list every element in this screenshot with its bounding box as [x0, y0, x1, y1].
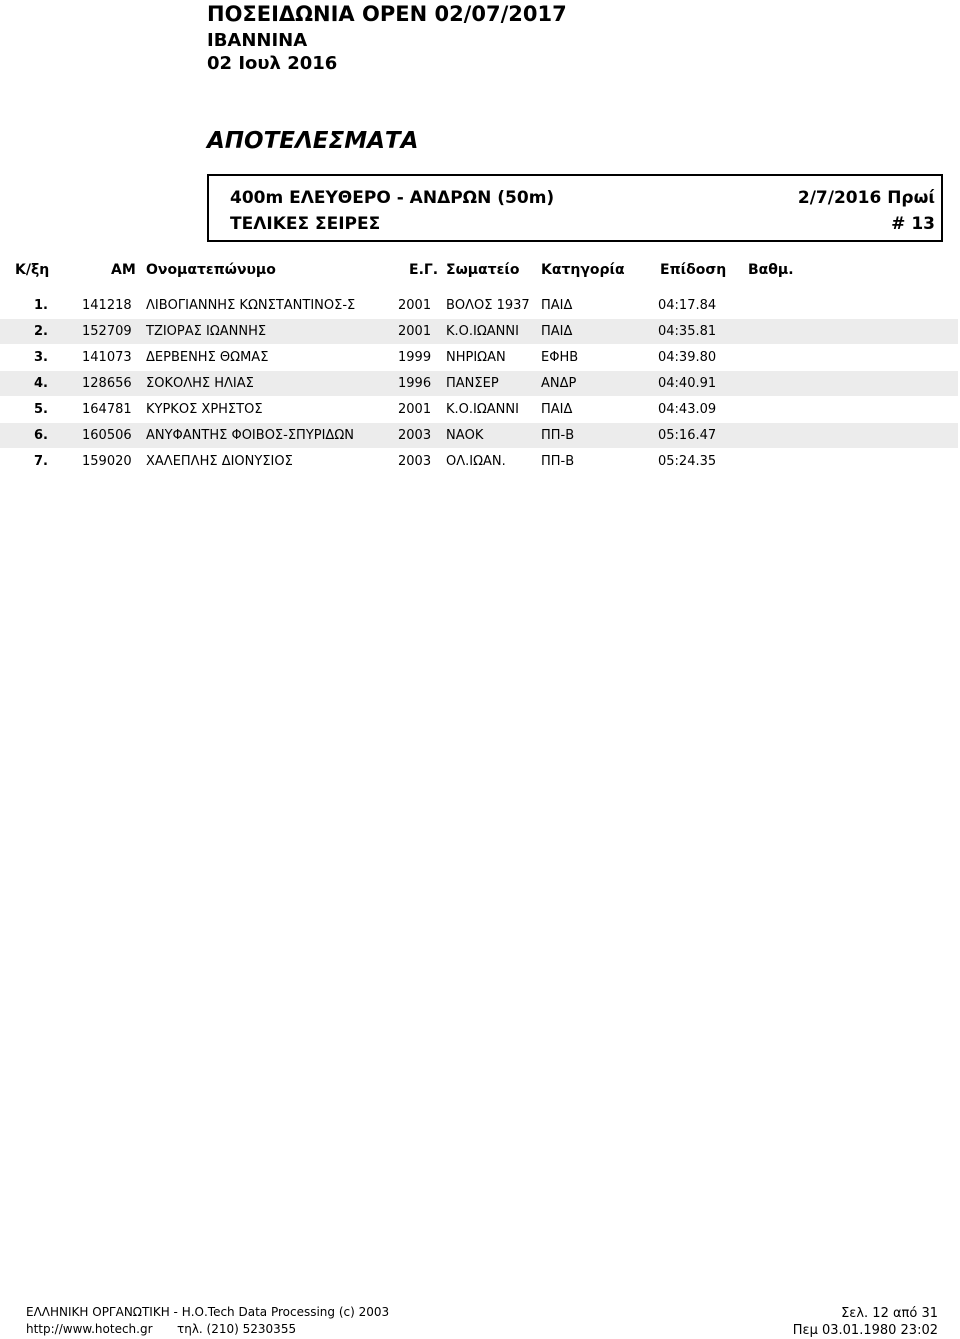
column-headers — [0, 262, 960, 282]
meet-date: 02 Ιουλ 2016 — [207, 53, 338, 74]
cell-id: 164781 — [82, 402, 132, 417]
meet-venue: ΙΒΑΝΝΙΝΑ — [207, 30, 308, 51]
cell-name: ΔΕΡΒΕΝΗΣ ΘΩΜΑΣ — [146, 350, 269, 365]
cell-time: 04:39.80 — [658, 350, 717, 365]
footer-company: ΕΛΛΗΝΙΚΗ ΟΡΓΑΝΩΤΙΚΗ - Η.Ο.Tech Data Processing (c) 2003 — [26, 1305, 390, 1319]
event-number: # 13 — [891, 214, 935, 234]
cell-id: 128656 — [82, 376, 132, 391]
cell-year: 1996 — [398, 376, 432, 391]
cell-club: ΟΛ.ΙΩΑΝ. — [446, 454, 506, 469]
cell-name: ΧΑΛΕΠΛΗΣ ΔΙΟΝΥΣΙΟΣ — [146, 454, 293, 469]
cell-time: 05:24.35 — [658, 454, 717, 469]
header-points: Βαθμ. — [748, 262, 794, 278]
event-name: 400m ΕΛΕΥΘΕΡΟ - ΑΝΔΡΩΝ (50m) — [230, 188, 555, 208]
cell-name: ΤΖΙΟΡΑΣ ΙΩΑΝΝΗΣ — [146, 324, 267, 339]
event-round: ΤΕΛΙΚΕΣ ΣΕΙΡΕΣ — [230, 214, 381, 234]
cell-year: 2001 — [398, 324, 432, 339]
table-row — [0, 397, 958, 422]
cell-rank: 1. — [34, 298, 48, 313]
header-name: Ονοματεπώνυμο — [146, 262, 276, 278]
footer-website-link[interactable]: http://www.hotech.gr — [26, 1322, 153, 1336]
footer-print-timestamp: Πεμ 03.01.1980 23:02 — [792, 1323, 938, 1338]
cell-name: ΑΝΥΦΑΝΤΗΣ ΦΟΙΒΟΣ-ΣΠΥΡΙΔΩΝ — [146, 428, 354, 443]
cell-id: 159020 — [82, 454, 132, 469]
results-heading: ΑΠΟΤΕΛΕΣΜΑΤΑ — [207, 128, 419, 154]
header-rank: Κ/ξη — [15, 262, 50, 278]
cell-year: 2001 — [398, 298, 432, 313]
cell-id: 141073 — [82, 350, 132, 365]
cell-club: Κ.Ο.ΙΩΑΝΝΙ — [446, 324, 519, 339]
cell-club: ΠΑΝΣΕΡ — [446, 376, 499, 391]
header-club: Σωματείο — [446, 262, 520, 278]
table-row — [0, 319, 958, 344]
table-row — [0, 345, 958, 370]
cell-year: 2003 — [398, 428, 432, 443]
footer-page-number: Σελ. 12 από 31 — [841, 1306, 938, 1321]
cell-time: 04:40.91 — [658, 376, 717, 391]
table-row — [0, 423, 958, 448]
header-category: Κατηγορία — [541, 262, 625, 278]
footer-phone: τηλ. (210) 5230355 — [177, 1322, 297, 1336]
cell-category: ΠΠ-Β — [541, 454, 575, 469]
cell-rank: 3. — [34, 350, 48, 365]
cell-id: 160506 — [82, 428, 132, 443]
cell-club: ΝΑΟΚ — [446, 428, 484, 443]
cell-rank: 2. — [34, 324, 48, 339]
header-year: Ε.Γ. — [409, 262, 439, 278]
cell-category: ΠΑΙΔ — [541, 298, 573, 313]
header-time: Επίδοση — [660, 262, 727, 278]
cell-category: ΠΑΙΔ — [541, 402, 573, 417]
cell-category: ΠΠ-Β — [541, 428, 575, 443]
header-id: ΑΜ — [111, 262, 136, 278]
cell-rank: 7. — [34, 454, 48, 469]
cell-time: 04:43.09 — [658, 402, 717, 417]
cell-year: 2001 — [398, 402, 432, 417]
cell-club: ΝΗΡΙΩΑΝ — [446, 350, 506, 365]
cell-rank: 5. — [34, 402, 48, 417]
cell-category: ΑΝΔΡ — [541, 376, 577, 391]
cell-id: 152709 — [82, 324, 132, 339]
table-row — [0, 449, 958, 474]
cell-rank: 6. — [34, 428, 48, 443]
cell-time: 05:16.47 — [658, 428, 717, 443]
table-row — [0, 293, 958, 318]
meet-title: ΠΟΣΕΙΔΩΝΙΑ OPEN 02/07/2017 — [207, 2, 567, 26]
cell-name: ΣΟΚΟΛΗΣ ΗΛΙΑΣ — [146, 376, 254, 391]
cell-time: 04:35.81 — [658, 324, 717, 339]
event-session: 2/7/2016 Πρωί — [797, 188, 935, 208]
cell-club: Κ.Ο.ΙΩΑΝΝΙ — [446, 402, 519, 417]
cell-name: ΚΥΡΚΟΣ ΧΡΗΣΤΟΣ — [146, 402, 263, 417]
cell-id: 141218 — [82, 298, 132, 313]
cell-category: ΠΑΙΔ — [541, 324, 573, 339]
table-row — [0, 371, 958, 396]
cell-time: 04:17.84 — [658, 298, 717, 313]
cell-name: ΛΙΒΟΓΙΑΝΝΗΣ ΚΩΝΣΤΑΝΤΙΝΟΣ-Σ — [146, 298, 356, 313]
event-box — [207, 174, 943, 242]
cell-year: 2003 — [398, 454, 432, 469]
cell-club: ΒΟΛΟΣ 1937 — [446, 298, 530, 313]
cell-rank: 4. — [34, 376, 48, 391]
cell-category: ΕΦΗΒ — [541, 350, 579, 365]
cell-year: 1999 — [398, 350, 432, 365]
